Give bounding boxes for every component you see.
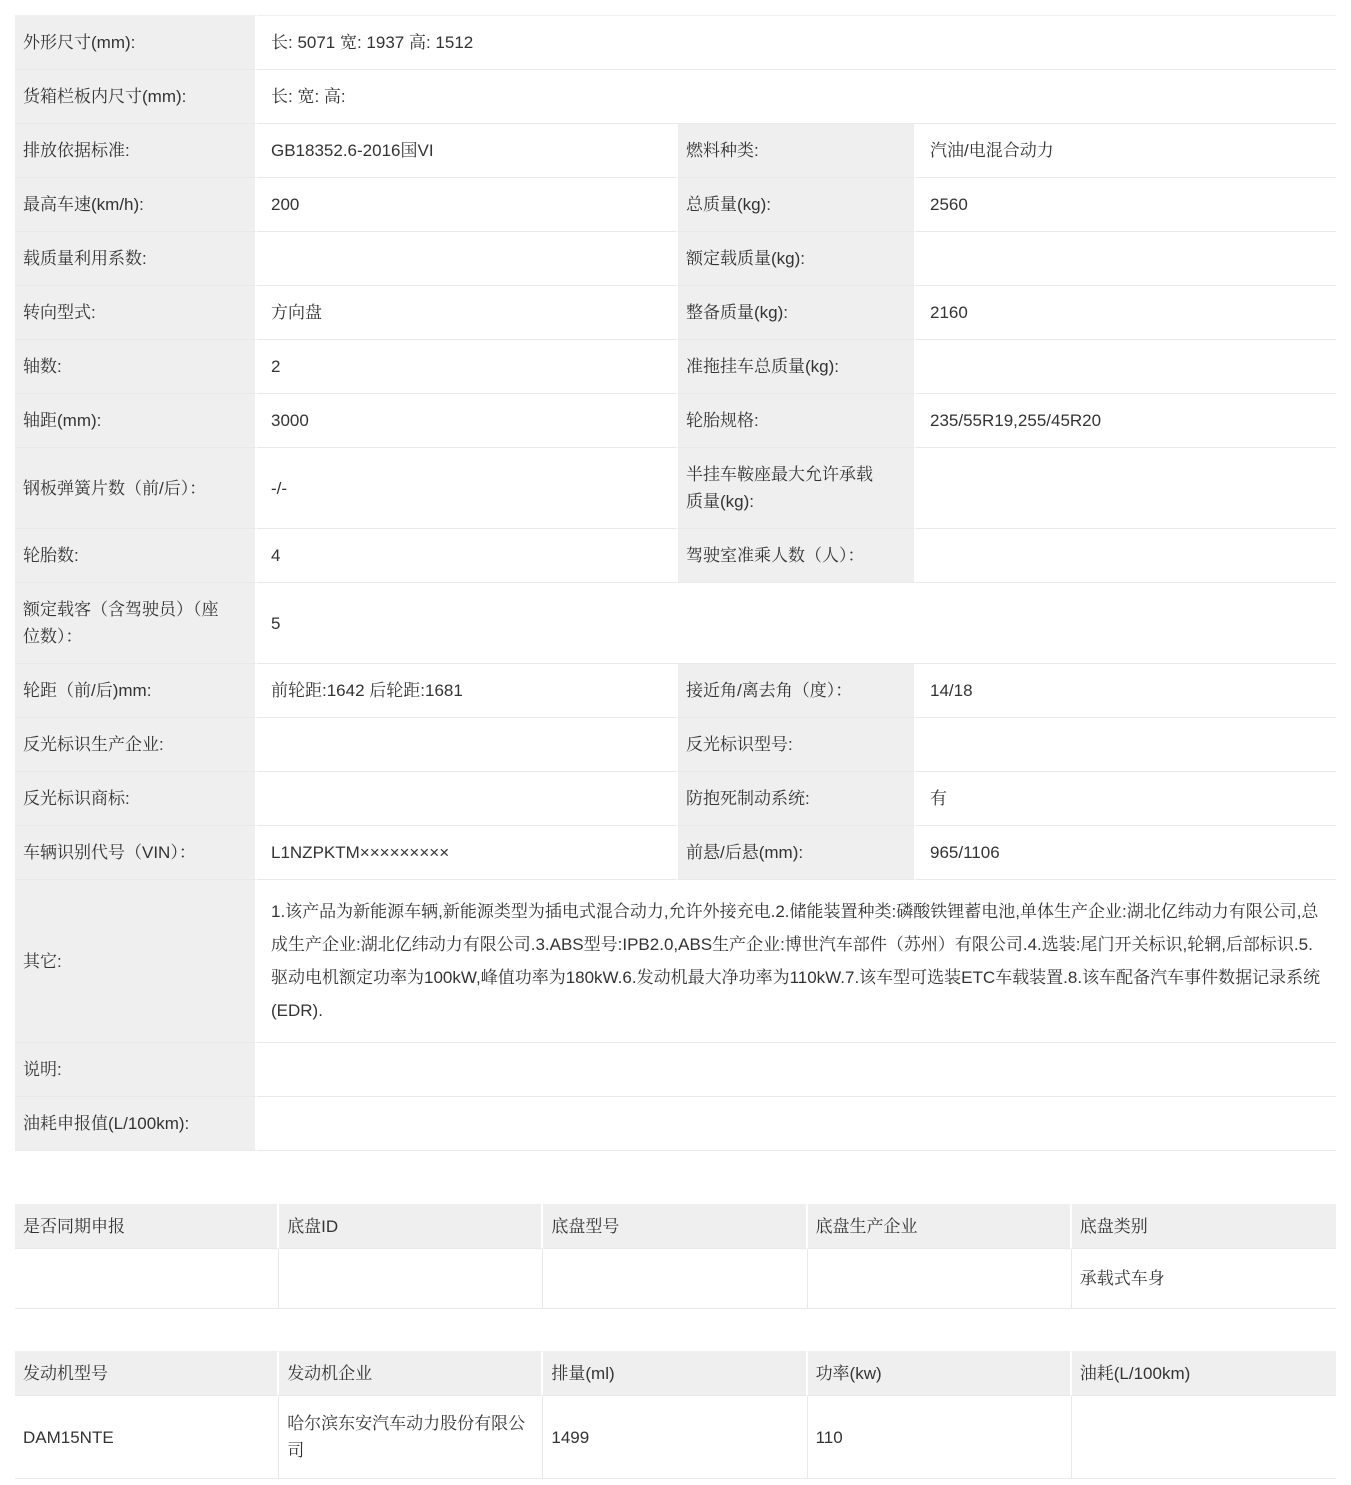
- spec-label-overhang: 前悬/后悬(mm):: [678, 826, 916, 880]
- spec-value-fuel-consumption: [257, 1097, 1336, 1151]
- spec-value-seating-capacity: 5: [257, 583, 1336, 664]
- spec-row-load-factor: [15, 232, 1336, 286]
- spec-label-other: 其它:: [15, 880, 257, 1043]
- spec-value-other: 1.该产品为新能源车辆,新能源类型为插电式混合动力,允许外接充电.2.储能装置种类:磷酸铁锂蓄电池,单体生产企业:湖北亿纬动力有限公司,总成生产企业:湖北亿纬动力有限公司.3.ABS型号:IPB2.0,ABS生产企业:博世汽车部件（苏州）有限公司.4.选装:尾门开关标识,轮辋,后部标识.5.驱动电机额定功率为100kW,峰值功率为180kW.6.发动机最大净功率为110kW.7.该车型可选装ETC车载装置.8.该车配备汽车事件数据记录系统(EDR).: [257, 880, 1336, 1043]
- spec-row-steering-curb: [15, 286, 1336, 340]
- chassis-cell-manufacturer: [808, 1249, 1072, 1309]
- spec-row-wheelbase-tires: [15, 394, 1336, 448]
- spec-row-other: [15, 880, 1336, 1043]
- spec-label-approach-departure-angle: 接近角/离去角（度）：: [678, 664, 916, 718]
- spacer: [15, 1151, 1336, 1204]
- vehicle-spec-table: [15, 15, 1336, 1151]
- spec-value-abs: 有: [916, 772, 1336, 826]
- engine-data-row: [15, 1396, 1336, 1479]
- spec-label-cab-occupants: 驾驶室准乘人数（人）：: [678, 529, 916, 583]
- engine-cell-manufacturer: 哈尔滨东安汽车动力股份有限公司: [279, 1396, 543, 1479]
- chassis-cell-id: [279, 1249, 543, 1309]
- spec-label-dimensions: 外形尺寸(mm):: [15, 15, 257, 70]
- spec-value-max-speed: 200: [257, 178, 678, 232]
- spec-label-tire-spec: 轮胎规格:: [678, 394, 916, 448]
- spec-value-fuel-type: 汽油/电混合动力: [916, 124, 1336, 178]
- spec-value-tire-spec: 235/55R19,255/45R20: [916, 394, 1336, 448]
- spec-label-leaf-springs: 钢板弹簧片数（前/后）：: [15, 448, 257, 529]
- spec-label-emission-standard: 排放依据标准:: [15, 124, 257, 178]
- spec-value-wheelbase: 3000: [257, 394, 678, 448]
- spec-value-tire-count: 4: [257, 529, 678, 583]
- spec-label-reflective-model: 反光标识型号:: [678, 718, 916, 772]
- spec-value-overhang: 965/1106: [916, 826, 1336, 880]
- spec-value-total-mass: 2560: [916, 178, 1336, 232]
- spec-value-cargo-box: 长: 宽: 高:: [257, 70, 1336, 124]
- chassis-data-row: [15, 1249, 1336, 1309]
- spec-value-reflective-brand: [257, 772, 678, 826]
- chassis-header-row: [15, 1204, 1336, 1249]
- spec-label-fuel-consumption: 油耗申报值(L/100km):: [15, 1097, 257, 1151]
- spec-label-cargo-box: 货箱栏板内尺寸(mm):: [15, 70, 257, 124]
- chassis-cell-category: 承载式车身: [1072, 1249, 1336, 1309]
- spec-row-dimensions: [15, 15, 1336, 70]
- spec-value-saddle-load: [916, 448, 1336, 529]
- chassis-header-model: 底盘型号: [543, 1204, 807, 1249]
- spec-row-axles-trailer: [15, 340, 1336, 394]
- engine-cell-fuel: [1072, 1396, 1336, 1479]
- engine-header-fuel: 油耗(L/100km): [1072, 1351, 1336, 1396]
- chassis-header-id: 底盘ID: [279, 1204, 543, 1249]
- chassis-table: [15, 1204, 1336, 1309]
- spec-label-tire-count: 轮胎数:: [15, 529, 257, 583]
- spec-row-cargo-box: [15, 70, 1336, 124]
- spec-value-track-width: 前轮距:1642 后轮距:1681: [257, 664, 678, 718]
- spec-value-trailer-mass: [916, 340, 1336, 394]
- spec-row-notes: [15, 1043, 1336, 1097]
- spec-label-saddle-load: 半挂车鞍座最大允许承载质量(kg):: [678, 448, 916, 529]
- spec-row-fuel-consumption: [15, 1097, 1336, 1151]
- spec-row-springs-saddle: [15, 448, 1336, 529]
- engine-header-displacement: 排量(ml): [543, 1351, 807, 1396]
- spacer: [15, 1309, 1336, 1351]
- engine-header-row: [15, 1351, 1336, 1396]
- spec-label-fuel-type: 燃料种类:: [678, 124, 916, 178]
- spec-label-load-utilization: 载质量利用系数:: [15, 232, 257, 286]
- spec-label-axle-count: 轴数:: [15, 340, 257, 394]
- spec-label-total-mass: 总质量(kg):: [678, 178, 916, 232]
- engine-table: [15, 1351, 1336, 1479]
- spec-label-max-speed: 最高车速(km/h):: [15, 178, 257, 232]
- spec-value-reflective-maker: [257, 718, 678, 772]
- spec-row-reflective-maker-model: [15, 718, 1336, 772]
- spec-label-abs: 防抱死制动系统:: [678, 772, 916, 826]
- chassis-cell-concurrent: [15, 1249, 279, 1309]
- chassis-header-manufacturer: 底盘生产企业: [808, 1204, 1072, 1249]
- spec-row-reflective-brand-abs: [15, 772, 1336, 826]
- spec-row-seating: [15, 583, 1336, 664]
- engine-cell-displacement: 1499: [543, 1396, 807, 1479]
- spec-label-track-width: 轮距（前/后)mm:: [15, 664, 257, 718]
- spec-value-notes: [257, 1043, 1336, 1097]
- spec-label-curb-weight: 整备质量(kg):: [678, 286, 916, 340]
- spec-label-seating-capacity: 额定载客（含驾驶员）（座位数）：: [15, 583, 257, 664]
- spec-value-emission-standard: GB18352.6-2016国VI: [257, 124, 678, 178]
- spec-row-tirecount-cabseats: [15, 529, 1336, 583]
- spec-label-reflective-brand: 反光标识商标:: [15, 772, 257, 826]
- spec-value-reflective-model: [916, 718, 1336, 772]
- engine-header-model: 发动机型号: [15, 1351, 279, 1396]
- spec-value-cab-occupants: [916, 529, 1336, 583]
- spec-value-vin: L1NZPKTM×××××××××: [257, 826, 678, 880]
- spec-label-rated-load: 额定载质量(kg):: [678, 232, 916, 286]
- engine-header-power: 功率(kw): [808, 1351, 1072, 1396]
- spec-value-steering-type: 方向盘: [257, 286, 678, 340]
- spec-value-load-utilization: [257, 232, 678, 286]
- chassis-header-concurrent: 是否同期申报: [15, 1204, 279, 1249]
- spec-value-rated-load: [916, 232, 1336, 286]
- engine-cell-power: 110: [808, 1396, 1072, 1479]
- spec-label-vin: 车辆识别代号（VIN）：: [15, 826, 257, 880]
- spec-row-speed-mass: [15, 178, 1336, 232]
- spec-label-trailer-mass: 准拖挂车总质量(kg):: [678, 340, 916, 394]
- spec-label-notes: 说明:: [15, 1043, 257, 1097]
- chassis-header-category: 底盘类别: [1072, 1204, 1336, 1249]
- spec-value-approach-departure-angle: 14/18: [916, 664, 1336, 718]
- spec-value-curb-weight: 2160: [916, 286, 1336, 340]
- spec-label-steering-type: 转向型式:: [15, 286, 257, 340]
- spec-value-dimensions: 长: 5071 宽: 1937 高: 1512: [257, 15, 1336, 70]
- spec-row-track-angles: [15, 664, 1336, 718]
- chassis-cell-model: [543, 1249, 807, 1309]
- engine-header-manufacturer: 发动机企业: [279, 1351, 543, 1396]
- engine-cell-model: DAM15NTE: [15, 1396, 279, 1479]
- spec-value-axle-count: 2: [257, 340, 678, 394]
- spec-label-reflective-maker: 反光标识生产企业:: [15, 718, 257, 772]
- spec-row-emission-fuel: [15, 124, 1336, 178]
- spec-row-vin-overhang: [15, 826, 1336, 880]
- spec-value-leaf-springs: -/-: [257, 448, 678, 529]
- spec-label-wheelbase: 轴距(mm):: [15, 394, 257, 448]
